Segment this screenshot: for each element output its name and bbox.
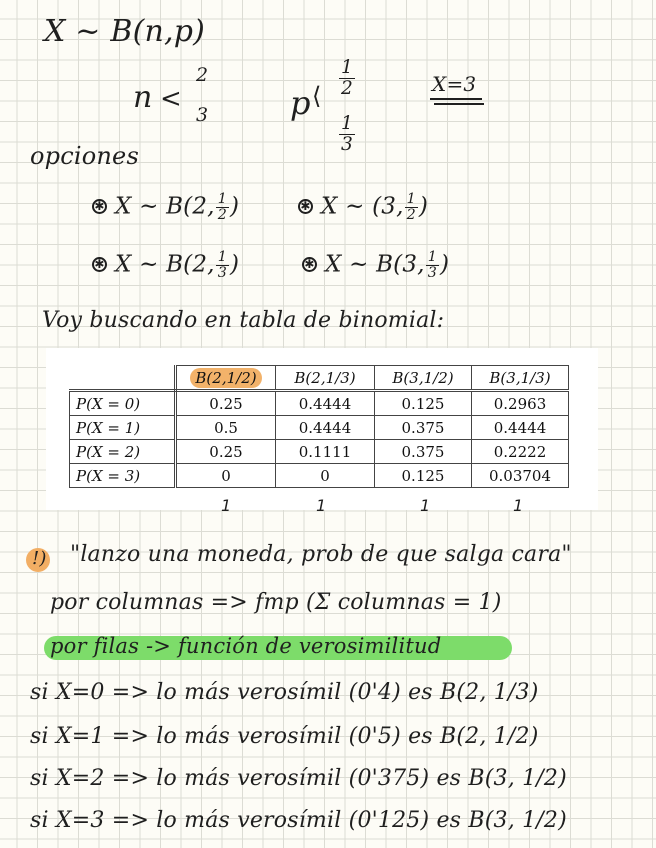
option-3-half: ✱ X ~ (3, $\frac{1}{2}$ ) xyxy=(298,192,428,223)
column-sum-1: 1 xyxy=(221,496,232,515)
highlight-b-2-half: B(2,1/2) xyxy=(190,368,261,388)
n-option-2: 2 xyxy=(196,64,209,86)
x-value: X=3 xyxy=(432,72,477,96)
note-marker: !) xyxy=(32,548,47,569)
table-cell: 0.1111 xyxy=(276,440,375,464)
table-cell: 0.4444 xyxy=(276,416,375,440)
bullet-icon xyxy=(92,257,107,272)
opciones-label: opciones xyxy=(30,142,139,170)
columns-line: por columnas => fmp (Σ columnas = 1) xyxy=(50,590,502,615)
distribution-heading: X ~ B(n,p) xyxy=(44,14,206,49)
conclusion-x3: si X=3 => lo más verosímil (0'125) es B(3, 1/2) xyxy=(30,808,567,833)
table-cell: 0.375 xyxy=(375,440,472,464)
p-option-half: $\frac{1}{2}$ xyxy=(341,57,354,99)
option-b-2-half: ✱X ~ B(2, $\frac{1}{2}$ ) xyxy=(92,192,239,223)
table-row xyxy=(70,440,569,464)
p-option-third: $\frac{1}{3}$ xyxy=(341,113,354,155)
col-header-b-3-third: B(3,1/3) xyxy=(472,366,569,391)
table-row xyxy=(70,416,569,440)
binomial-table xyxy=(69,365,569,488)
conclusion-x0: si X=0 => lo más verosímil (0'4) es B(2, 1/3) xyxy=(30,680,539,705)
note-quote: "lanzo una moneda, prob de que salga cara" xyxy=(70,542,572,567)
row-label: P(X = 3) xyxy=(70,464,176,488)
column-sum-4: 1 xyxy=(513,496,524,515)
n-branch-icon: < xyxy=(160,84,182,114)
row-label: P(X = 0) xyxy=(70,391,176,416)
bullet-icon xyxy=(302,257,317,272)
table-cell: 0 xyxy=(276,464,375,488)
table-row xyxy=(70,464,569,488)
table-cell: 0.4444 xyxy=(472,416,569,440)
table-cell: 0.2963 xyxy=(472,391,569,416)
conclusion-x2: si X=2 => lo más verosímil (0'375) es B(3, 1/2) xyxy=(30,766,567,791)
table-header-row xyxy=(70,366,569,391)
p-branch-icon: ⟨ xyxy=(312,82,322,110)
table-cell: 0.5 xyxy=(176,416,276,440)
n-label: n xyxy=(133,80,153,115)
bullet-icon xyxy=(92,199,107,214)
table-cell: 0.125 xyxy=(375,391,472,416)
col-header-b-2-half xyxy=(176,366,276,391)
column-sum-2: 1 xyxy=(316,496,327,515)
p-label: p xyxy=(290,84,311,122)
col-header-b-3-half: B(3,1/2) xyxy=(375,366,472,391)
x-value-underline-2 xyxy=(434,103,484,105)
intro-text: Voy buscando en tabla de binomial: xyxy=(42,308,445,333)
n-option-3: 3 xyxy=(196,104,209,126)
binomial-table-image xyxy=(46,348,598,515)
table-cell: 0.4444 xyxy=(276,391,375,416)
option-b-3-third: ✱ X ~ B(3, $\frac{1}{3}$ ) xyxy=(302,250,449,281)
x-value-underline xyxy=(430,98,482,100)
col-header-b-2-third: B(2,1/3) xyxy=(276,366,375,391)
table-cell: 0 xyxy=(176,464,276,488)
table-cell: 0.2222 xyxy=(472,440,569,464)
column-sum-3: 1 xyxy=(420,496,431,515)
table-cell: 0.25 xyxy=(176,440,276,464)
table-cell: 0.25 xyxy=(176,391,276,416)
row-label: P(X = 2) xyxy=(70,440,176,464)
bullet-icon xyxy=(298,199,313,214)
rows-line: por filas -> función de verosimilitud xyxy=(50,634,442,658)
conclusion-x1: si X=1 => lo más verosímil (0'5) es B(2, 1/2) xyxy=(30,724,539,749)
row-label: P(X = 1) xyxy=(70,416,176,440)
table-row xyxy=(70,391,569,416)
table-cell: 0.03704 xyxy=(472,464,569,488)
table-corner xyxy=(70,366,176,391)
option-b-2-third: ✱X ~ B(2, $\frac{1}{3}$ ) xyxy=(92,250,239,281)
table-cell: 0.125 xyxy=(375,464,472,488)
table-cell: 0.375 xyxy=(375,416,472,440)
